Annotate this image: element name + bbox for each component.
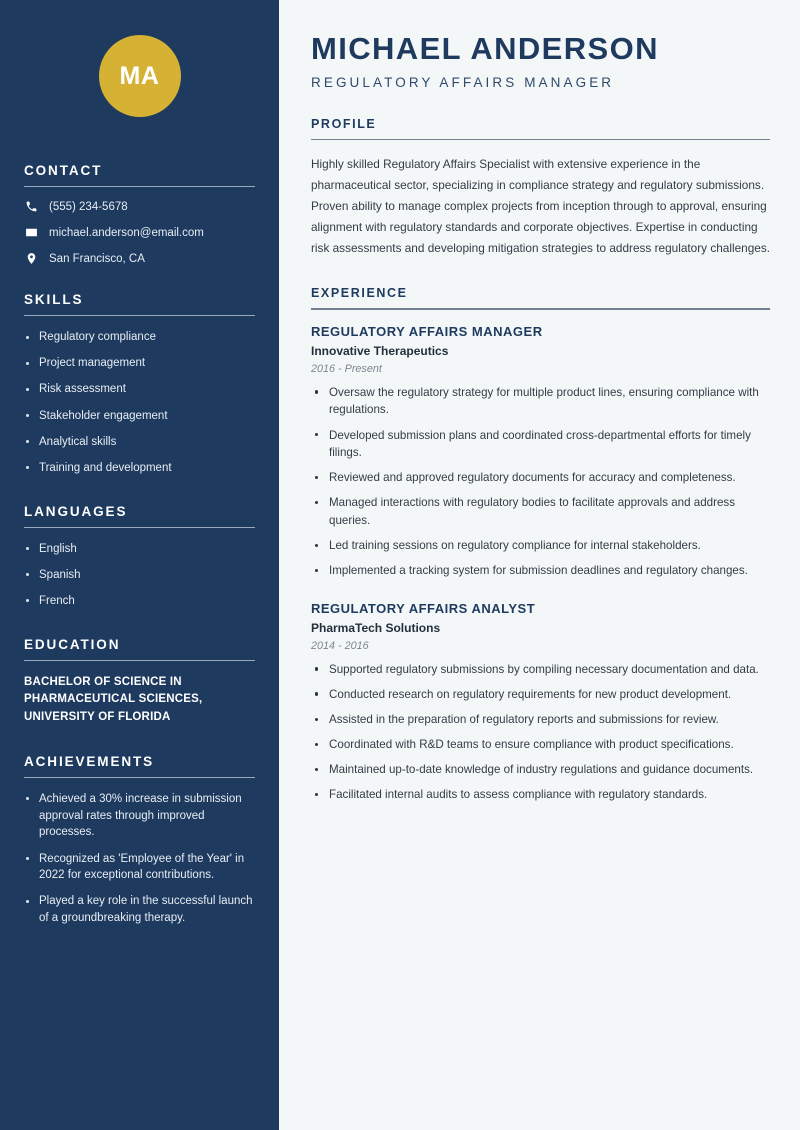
contact-section bbox=[24, 163, 255, 265]
job-dates: 2016 - Present bbox=[311, 362, 382, 375]
achievements-section bbox=[24, 754, 255, 927]
skills-divider bbox=[24, 315, 255, 316]
job-bullet-list bbox=[311, 384, 770, 580]
experience-section bbox=[311, 286, 770, 804]
job-company: Innovative Therapeutics bbox=[311, 343, 449, 358]
contact-heading: CONTACT bbox=[24, 163, 103, 178]
list-item: Played a key role in the successful launch of a groundbreaking therapy. bbox=[24, 893, 255, 926]
contact-divider bbox=[24, 186, 255, 187]
skills-heading: SKILLS bbox=[24, 292, 84, 307]
contact-phone[interactable] bbox=[24, 200, 255, 213]
avatar-initials: MA bbox=[99, 35, 181, 117]
list-item: Oversaw the regulatory strategy for multiple product lines, ensuring compliance with regulations. bbox=[311, 384, 770, 419]
experience-entry bbox=[311, 601, 770, 804]
contact-phone-value: (555) 234-5678 bbox=[49, 200, 128, 213]
education-divider bbox=[24, 660, 255, 661]
languages-divider bbox=[24, 527, 255, 528]
skills-section bbox=[24, 292, 255, 477]
job-title: REGULATORY AFFAIRS ANALYST bbox=[311, 600, 536, 616]
sidebar bbox=[0, 0, 279, 1130]
location-pin-icon bbox=[24, 252, 38, 265]
avatar-container bbox=[24, 0, 255, 163]
list-item: Spanish bbox=[24, 567, 255, 584]
page-title: MICHAEL ANDERSON bbox=[311, 31, 659, 66]
job-company: PharmaTech Solutions bbox=[311, 620, 441, 635]
education-line: BACHELOR OF SCIENCE IN bbox=[24, 675, 182, 688]
contact-email-value: michael.anderson@email.com bbox=[49, 226, 204, 239]
job-dates: 2014 - 2016 bbox=[311, 639, 369, 652]
job-bullet-list bbox=[311, 661, 770, 804]
contact-email[interactable] bbox=[24, 226, 255, 239]
list-item: Reviewed and approved regulatory documents for accuracy and completeness. bbox=[311, 469, 770, 487]
list-item: English bbox=[24, 541, 255, 558]
list-item: Developed submission plans and coordinated cross-departmental efforts for timely filings. bbox=[311, 427, 770, 462]
list-item: Conducted research on regulatory requirements for new product development. bbox=[311, 686, 770, 704]
contact-location-value: San Francisco, CA bbox=[49, 252, 145, 265]
list-item: Facilitated internal audits to assess compliance with regulatory standards. bbox=[311, 786, 770, 804]
list-item: Project management bbox=[24, 355, 255, 372]
list-item: Coordinated with R&D teams to ensure compliance with product specifications. bbox=[311, 736, 770, 754]
list-item: Recognized as 'Employee of the Year' in 2022 for exceptional contributions. bbox=[24, 851, 255, 884]
languages-list bbox=[24, 541, 255, 610]
languages-heading: LANGUAGES bbox=[24, 503, 128, 519]
education-line: UNIVERSITY OF FLORIDA bbox=[24, 711, 171, 724]
job-title: REGULATORY AFFAIRS MANAGER bbox=[311, 323, 543, 339]
envelope-icon bbox=[24, 226, 38, 239]
profile-text: Highly skilled Regulatory Affairs Specialist with extensive experience in the pharmaceutical sector, specializing in compliance strategy and regulatory submissions. Proven ability to manage complex projects from inception through to approval, ensuring alignment with regulatory standards and corporate objectives. Expertise in conducting risk assessments and developing mitigation strategies to address regulatory challenges. bbox=[311, 157, 771, 256]
list-item: Assisted in the preparation of regulatory reports and submissions for review. bbox=[311, 711, 770, 729]
education-entry bbox=[24, 674, 255, 727]
phone-icon bbox=[24, 200, 38, 213]
list-item: Managed interactions with regulatory bodies to facilitate approvals and address queries. bbox=[311, 494, 770, 529]
achievements-heading: ACHIEVEMENTS bbox=[24, 753, 155, 769]
list-item: Risk assessment bbox=[24, 381, 255, 398]
experience-divider bbox=[311, 308, 770, 309]
job-role-subtitle: REGULATORY AFFAIRS MANAGER bbox=[311, 75, 615, 91]
achievements-list bbox=[24, 791, 255, 927]
skills-list bbox=[24, 329, 255, 477]
education-section bbox=[24, 637, 255, 727]
achievements-divider bbox=[24, 777, 255, 778]
list-item: Implemented a tracking system for submission deadlines and regulatory changes. bbox=[311, 562, 770, 580]
experience-heading: EXPERIENCE bbox=[311, 286, 408, 301]
experience-entry bbox=[311, 324, 770, 580]
list-item: Training and development bbox=[24, 460, 255, 477]
list-item: Maintained up-to-date knowledge of industry regulations and guidance documents. bbox=[311, 761, 770, 779]
list-item: Achieved a 30% increase in submission approval rates through improved processes. bbox=[24, 791, 255, 841]
education-line: PHARMACEUTICAL SCIENCES, bbox=[24, 693, 203, 706]
main-content bbox=[279, 0, 800, 1130]
profile-heading: PROFILE bbox=[311, 117, 377, 132]
list-item: Supported regulatory submissions by compiling necessary documentation and data. bbox=[311, 661, 770, 679]
list-item: Stakeholder engagement bbox=[24, 408, 255, 425]
contact-location[interactable] bbox=[24, 252, 255, 265]
list-item: Led training sessions on regulatory compliance for internal stakeholders. bbox=[311, 537, 770, 555]
list-item: Regulatory compliance bbox=[24, 329, 255, 346]
languages-section bbox=[24, 504, 255, 610]
list-item: French bbox=[24, 593, 255, 610]
education-heading: EDUCATION bbox=[24, 636, 121, 652]
profile-section bbox=[311, 117, 770, 259]
list-item: Analytical skills bbox=[24, 434, 255, 451]
profile-divider bbox=[311, 139, 770, 140]
